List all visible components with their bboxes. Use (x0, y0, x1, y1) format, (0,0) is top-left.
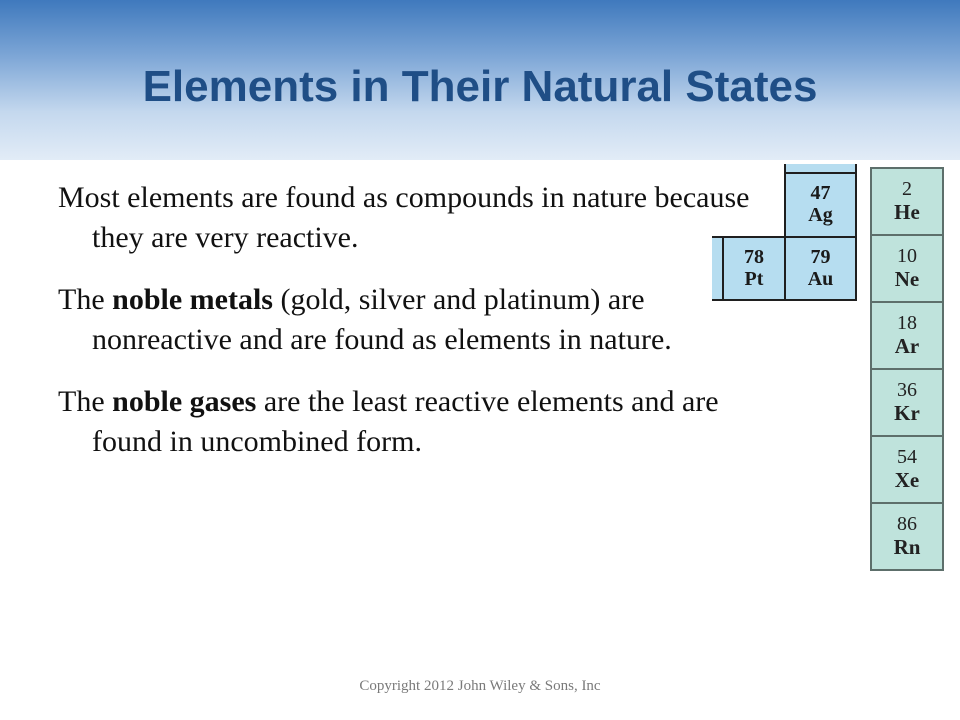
slide-title: Elements in Their Natural States (142, 62, 818, 111)
element-cell-ag (784, 172, 857, 238)
atomic-number: 54 (897, 446, 917, 468)
slide-body (58, 178, 768, 484)
element-cell-pt (722, 236, 786, 301)
atomic-number: 86 (897, 513, 917, 535)
paragraph-noble-gases (58, 382, 768, 462)
paragraph-compounds (58, 178, 768, 258)
element-symbol: Pt (744, 268, 764, 290)
atomic-number: 18 (897, 312, 917, 334)
element-symbol: Ne (894, 267, 920, 291)
atomic-number: 36 (897, 379, 917, 401)
element-symbol: Kr (894, 401, 920, 425)
element-symbol: Au (807, 268, 834, 290)
paragraph-text: The (58, 385, 113, 418)
element-cell-au (784, 236, 857, 301)
paragraph-noble-metals (58, 280, 768, 360)
noble-metals-term: noble metals (112, 283, 273, 316)
element-cell-ne (870, 234, 944, 303)
atomic-number: 47 (810, 182, 831, 204)
element-cell-ar (870, 301, 944, 370)
element-cell-xe (870, 435, 944, 504)
element-symbol: He (894, 200, 920, 224)
paragraph-text: are the least reactive elements and are found in uncombined form. (92, 385, 719, 458)
element-symbol: Rn (893, 535, 921, 559)
noble-metals-table (712, 164, 857, 301)
element-symbol: Xe (894, 468, 920, 492)
noble-gases-term: noble gases (112, 385, 257, 418)
atomic-number: 79 (810, 246, 831, 268)
paragraph-text: Most elements are found as compounds in nature because they are very reactive. (58, 181, 750, 254)
atomic-number: 78 (744, 246, 764, 268)
atomic-number: 10 (897, 245, 917, 267)
element-symbol: Ar (894, 334, 920, 358)
element-cell-he (870, 167, 944, 236)
element-cell-kr (870, 368, 944, 437)
atomic-number: 2 (902, 178, 912, 200)
element-cell-rn (870, 502, 944, 571)
paragraph-text: (gold, silver and platinum) are nonreactive and are found as elements in nature. (92, 283, 672, 356)
copyright-footer: Copyright 2012 John Wiley & Sons, Inc (359, 678, 601, 694)
element-symbol: Ag (808, 204, 833, 226)
noble-gases-column (870, 167, 944, 569)
paragraph-text: The (58, 283, 113, 316)
